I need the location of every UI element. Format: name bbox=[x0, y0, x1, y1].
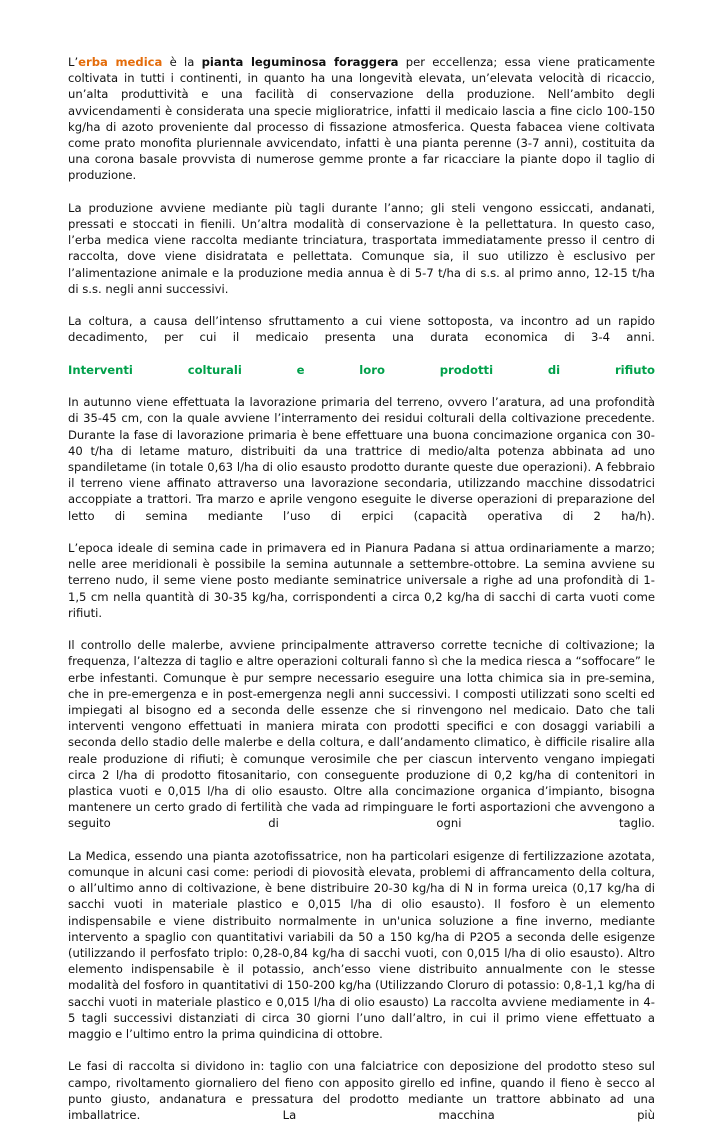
paragraph-malerbe: Il controllo delle malerbe, avviene principalmente attraverso corrette tecniche di coltivazione; la frequenza, l’altezza di taglio e altre operazioni colturali fanno sì che la medica riesca a “soffocare” le erbe infestanti. Comunque è pur sempre necessario eseguire una lotta chimica sia in pre-semina, che in pre-emergenza e in post-emergenza negli anni successivi. I composti utilizzati sono scelti ed impiegati al bisogno ed a seconda delle essenze che si rinvengono nel medicaio. Dato che tali interventi vengono effettuati in maniera mirata con prodotti specifici e con dosaggi variabili a seconda dello stadio delle malerbe e della coltura, e dall’andamento climatico, è difficile risalire alla reale produzione di rifiuti; è comunque verosimile che per ciascun intervento vengano impiegati circa 2 l/ha di prodotto fitosanitario, con conseguente produzione di 0,2 kg/ha di contenitori in plastica vuoti e 0,015 l/ha di olio esausto. Oltre alla concimazione organica d’impianto, bisogna mantenere un certo grado di fertilità che vada ad rimpinguare le forti asportazioni che avvengono a seguito di ogni taglio. bbox=[68, 638, 655, 831]
paragraph-semina: L’epoca ideale di semina cade in primavera ed in Pianura Padana si attua ordinariamente a marzo; nelle aree meridionali è possibile la semina autunnale a settembre-ottobre. La semina avviene su terreno nudo, il seme viene posto mediante seminatrice universale a righe ad una profondità di 1-1,5 cm nella quantità di 30-35 kg/ha, corrispondenti a circa 0,2 kg/ha di sacchi di carta vuoti come rifiuti. bbox=[68, 541, 655, 620]
term-erba-medica: erba medica bbox=[78, 55, 163, 69]
bold-phrase: pianta leguminosa foraggera bbox=[201, 55, 399, 69]
paragraph-fertilizzazione: La Medica, essendo una pianta azotofissatrice, non ha particolari esigenze di fertilizzazione azotata, comunque in alcuni casi come: periodi di piovosità elevata, problemi di affrancamento della coltura, o all’ultimo anno di coltivazione, è bene distribuire 20-30 kg/ha di N in forma ureica (0,17 kg/ha di sacchi vuoti in materiale plastico e 0,015 l/ha di olio esausto). Il fosforo è un elemento indispensabile e viene distribuito normalmente in un'unica soluzione a fine inverno, mediante intervento a spaglio con quantitativi variabili da 50 a 150 kg/ha di P2O5 a seconda delle esigenze (utilizzando il perfosfato triplo: 0,28-0,84 kg/ha di sacchi vuoti, con 0,015 l/ha di olio esausto). Altro elemento indispensabile è il potassio, anch’esso viene distribuito annualmente con le stesse modalità del fosforo in quantitativi di 150-200 kg/ha (Utilizzando Cloruro di potassio: 0,8-1,1 kg/ha di sacchi vuoti in materiale plastico e 0,015 l/ha di olio esausto) La raccolta avviene mediamente in 4-5 tagli successivi distanziati di circa 30 giorni l’uno dall’altro, in cui il primo viene effettuato a maggio e l’ultimo entro la prima quindicina di ottobre. bbox=[68, 848, 655, 1042]
paragraph-produzione: La produzione avviene mediante più tagli durante l’anno; gli steli vengono essiccati, andanati, pressati e stoccati in fienili. Un’altra modalità di conservazione è la pellettatura. In questo caso, l’erba medica viene raccolta mediante trinciatura, trasportata immediatamente presso il centro di raccolta, dove viene disidratata e pellettata. Comunque sia, il suo utilizzo è esclusivo per l’alimentazione animale e la produzione media annua è di 5-7 t/ha di s.s. al primo anno, 12-15 t/ha di s.s. negli anni successivi. bbox=[68, 200, 655, 296]
paragraph-lavorazione: In autunno viene effettuata la lavorazione primaria del terreno, ovvero l’aratura, ad una profondità di 35-45 cm, con la quale avviene l’interramento dei residui colturali della coltivazione precedente. Durante la fase di lavorazione primaria è bene effettuare una buona concimazione organica con 30-40 t/ha di letame maturo, distribuiti da una trattrice di medio/alta potenza abbinata ad uno spandiletame (in totale 0,63 l/ha di olio esausto prodotto durante queste due operazioni). A febbraio il terreno viene affinato attraverso una lavorazione secondaria, utilizzando macchine dissodatrici accoppiate a trattori. Tra marzo e aprile vengono eseguite le diverse operazioni di preparazione del letto di semina mediante l’uso di erpici (capacità operativa di 2 ha/h). bbox=[68, 395, 655, 523]
paragraph-decadimento: La coltura, a causa dell’intenso sfruttamento a cui viene sottoposta, va incontro ad un rapido decadimento, per cui il medicaio presenta una durata economica di 3-4 anni. bbox=[68, 314, 655, 345]
paragraph-raccolta: Le fasi di raccolta si dividono in: taglio con una falciatrice con deposizione del prodotto steso sul campo, rivoltamento giornaliero del fieno con apposito girello ed infine, quando il fieno è secco al punto giusto, andanatura e pressatura del prodotto mediante un trattore abbinato ad una imballatrice. La macchina più bbox=[68, 1059, 655, 1123]
intro-body: per eccellenza; essa viene praticamente coltivata in tutti i continenti, in quanto ha una longevità elevata, un’elevata velocità di ricaccio, un’alta produttività e una facilità di conservazione della produzione. Nell’ambito degli avvicendamenti è considerata una specie miglioratrice, infatti il medicaio lascia a fine ciclo 100-150 kg/ha di azoto proveniente dal processo di fissazione atmosferica. Questa fabacea viene coltivata come prato monofita pluriennale avvicendato, infatti è una pianta perenne (3-7 anni), costituita da una corona basale provvista di numerose gemme pronte a far ricacciare la piante dopo il taglio di produzione. bbox=[68, 55, 656, 183]
section-heading: Interventi colturali e loro prodotti di rifiuto bbox=[68, 362, 655, 377]
intro-prefix: L’ bbox=[68, 55, 79, 69]
paragraph-intro bbox=[68, 54, 655, 184]
document-page bbox=[68, 54, 655, 1139]
intro-connector: è la bbox=[162, 55, 202, 69]
